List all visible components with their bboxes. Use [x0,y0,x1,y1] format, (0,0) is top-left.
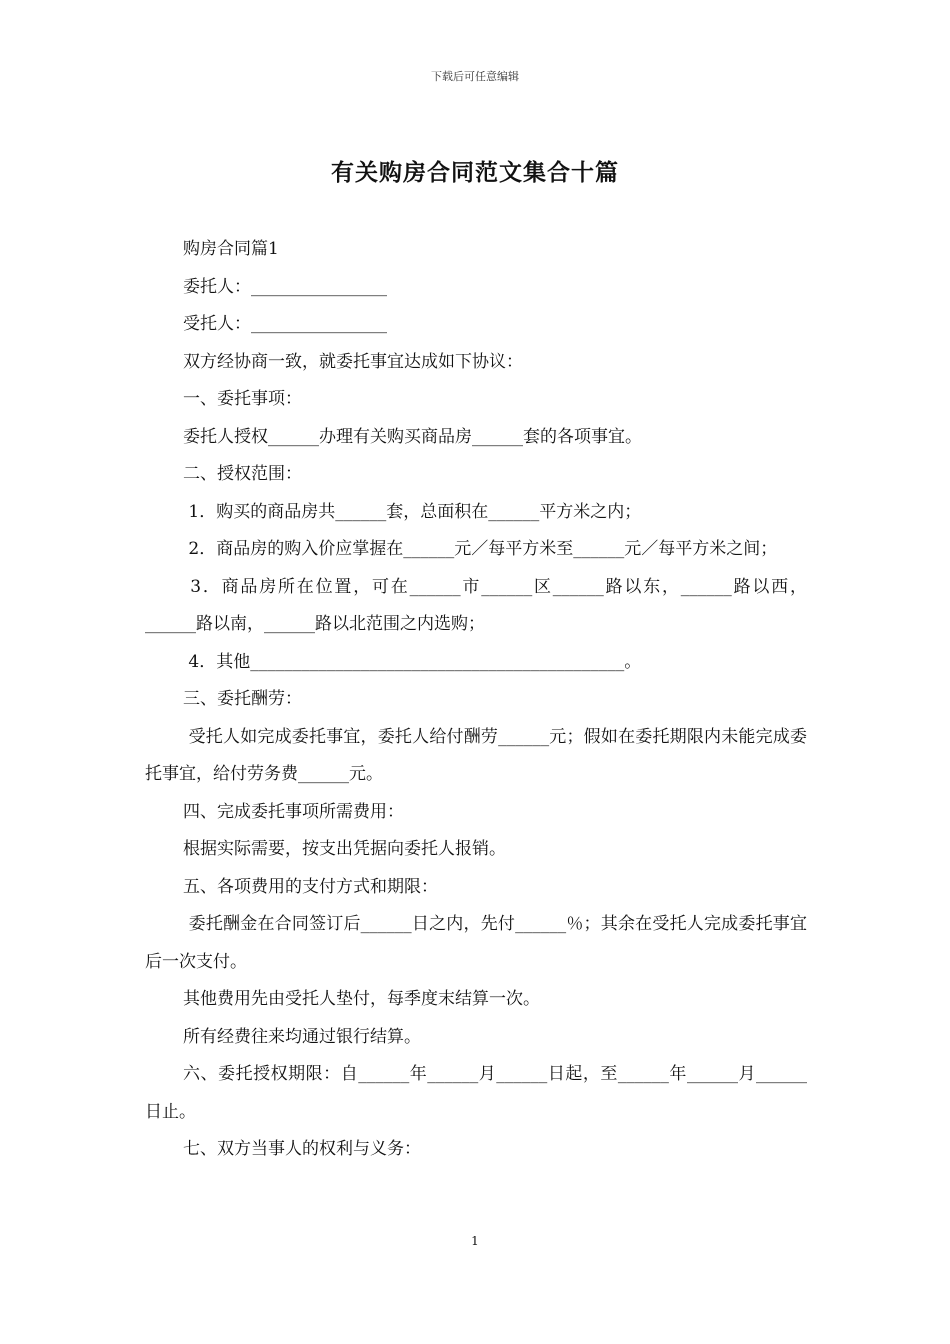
principal-line: 委托人：________________ [183,276,387,297]
clause-text: 根据实际需要，按支出凭据向委托人报销。 [183,839,506,859]
clause-heading: 一、委托事项： [183,389,302,409]
clause-text: 委托人授权______办理有关购买商品房______套的各项事宜。 [183,426,642,447]
clause-heading: 二、授权范围： [183,464,302,484]
section-heading: 购房合同篇1 [183,239,279,259]
agent-line: 受托人：________________ [183,314,387,334]
clause-heading: 四、完成委托事项所需费用： [183,801,404,822]
page-header-note: 下载后可任意编辑 [431,70,519,83]
clause-item: 4．其他____________________________________________。 [183,651,642,672]
document-title: 有关购房合同范文集合十篇 [331,159,619,186]
clause-item: 2．商品房的购入价应掌握在______元／每平方米至______元／每平方米之间； [183,539,778,559]
clause-item: 3．商品房所在位置，可在______市______区______路以东，______路以西，______路以南，______路以北范围之内选购； [145,576,807,634]
clause-text: 其他费用先由受托人垫付，每季度末结算一次。 [183,989,540,1009]
clause-text: 受托人如完成委托事宜，委托人给付酬劳______元；假如在委托期限内未能完成委托事宜，给付劳务费______元。 [145,726,808,784]
clause-heading: 五、各项费用的支付方式和期限： [183,876,438,897]
clause-item: 1．购买的商品房共______套，总面积在______平方米之内； [183,501,642,522]
clause-text: 六、委托授权期限：自______年______月______日起，至______年______月______日止。 [145,1064,807,1122]
clause-heading: 七、双方当事人的权利与义务： [183,1139,421,1159]
agreement-intro: 双方经协商一致，就委托事宜达成如下协议： [183,351,523,372]
clause-text: 委托酬金在合同签订后______日之内，先付______％；其余在受托人完成委托事宜后一次支付。 [145,914,808,972]
page-number: 1 [471,1234,479,1248]
clause-text: 所有经费往来均通过银行结算。 [183,1026,421,1047]
document-body [145,231,807,1169]
clause-heading: 三、委托酬劳： [183,689,302,709]
